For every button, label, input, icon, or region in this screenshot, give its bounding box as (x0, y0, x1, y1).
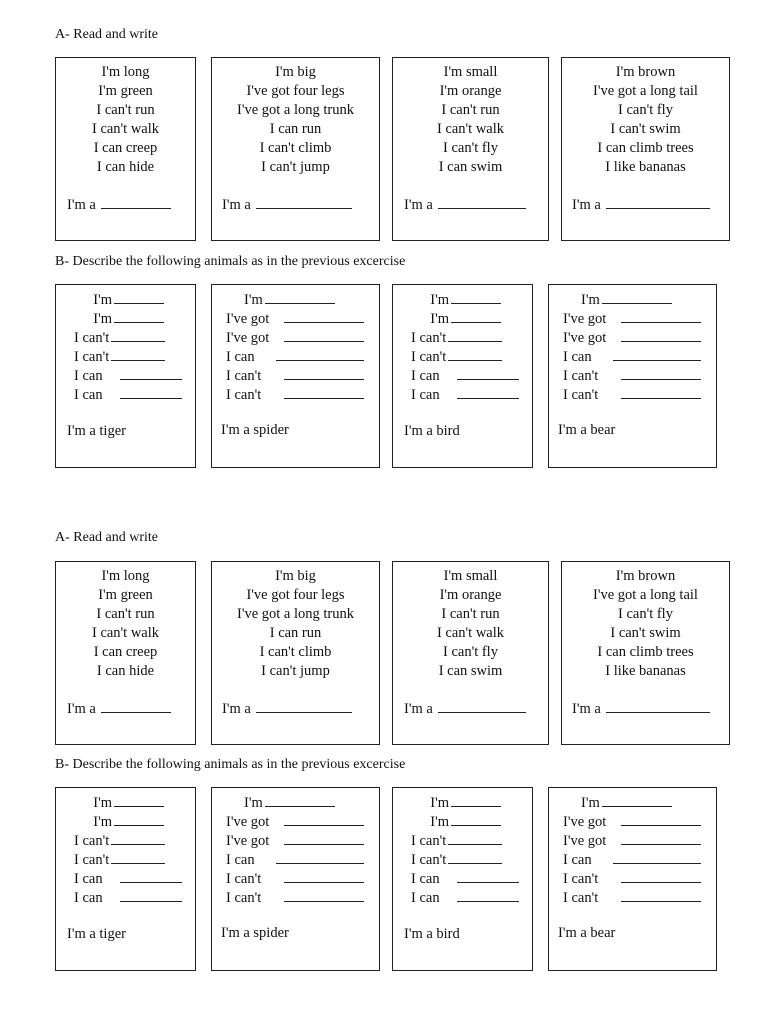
prompt-label: I can't (563, 871, 599, 887)
answer-blank[interactable] (120, 367, 182, 380)
answer-blank[interactable] (256, 700, 352, 713)
animal-name: I'm a tiger (67, 926, 126, 942)
card-line: I've got a long tail (593, 83, 698, 99)
prompt-label: I can't (411, 833, 447, 849)
prompt-label: I'm (93, 814, 112, 830)
answer-blank[interactable] (101, 700, 171, 713)
card-line: I can't walk (91, 625, 160, 641)
answer-blank[interactable] (451, 291, 501, 304)
prompt-label: I'm (430, 795, 449, 811)
card-line: I've got a long trunk (237, 102, 354, 118)
card-line: I can't fly (443, 644, 498, 660)
prompt-label: I can (74, 387, 103, 403)
answer-line[interactable] (404, 196, 526, 214)
card-line: I'm big (275, 64, 316, 80)
answer-line[interactable] (222, 196, 352, 214)
prompt-row[interactable] (74, 832, 165, 850)
card-line: I can creep (93, 140, 158, 156)
answer-blank[interactable] (284, 870, 364, 883)
prompt-label: I'm (430, 814, 449, 830)
card-line: I've got a long trunk (237, 606, 354, 622)
describe-card-tiger (55, 284, 196, 468)
prompt-label: I can (74, 368, 103, 384)
answer-line[interactable] (572, 196, 710, 214)
prompt-row[interactable] (226, 870, 364, 888)
card-line: I can't walk (436, 121, 505, 137)
prompt-label: I can (226, 349, 255, 365)
card-line: I can't climb (259, 140, 332, 156)
prompt-row[interactable] (563, 870, 701, 888)
prompt-label: I've got (226, 311, 270, 327)
answer-blank[interactable] (602, 291, 672, 304)
prompt-label: I can't (411, 349, 447, 365)
prompt-label: I've got (563, 833, 607, 849)
prompt-label: I can (563, 349, 592, 365)
answer-blank[interactable] (448, 832, 502, 845)
prompt-label: I can't (411, 330, 447, 346)
prompt-row[interactable] (563, 367, 701, 385)
card-line: I've got a long tail (593, 587, 698, 603)
prompt-label: I'm (93, 795, 112, 811)
prompt-label: I've got (563, 814, 607, 830)
prompt-row[interactable] (411, 832, 502, 850)
answer-blank[interactable] (265, 794, 335, 807)
prompt-row[interactable] (226, 832, 364, 850)
card-line: I can't fly (618, 102, 673, 118)
answer-prefix: I'm a (572, 197, 601, 213)
read-card-fish (392, 57, 549, 241)
answer-line[interactable] (222, 700, 352, 718)
prompt-row[interactable] (74, 386, 182, 404)
describe-card-bear (548, 284, 717, 468)
answer-blank[interactable] (284, 329, 364, 342)
answer-line[interactable] (67, 700, 171, 718)
prompt-label: I'm (581, 292, 600, 308)
card-line: I can climb trees (597, 644, 694, 660)
prompt-label: I can't (411, 852, 447, 868)
prompt-label: I'm (581, 795, 600, 811)
prompt-label: I can't (74, 852, 110, 868)
card-line: I can climb trees (597, 140, 694, 156)
answer-blank[interactable] (448, 329, 502, 342)
prompt-row[interactable] (563, 889, 701, 907)
prompt-row[interactable] (226, 889, 364, 907)
prompt-label: I'm (93, 292, 112, 308)
prompt-row[interactable] (413, 310, 501, 328)
card-line: I'm orange (439, 587, 502, 603)
answer-blank[interactable] (111, 832, 165, 845)
card-line: I can't run (441, 102, 500, 118)
answer-blank[interactable] (120, 889, 182, 902)
prompt-label: I'm (430, 292, 449, 308)
read-card-fish (392, 561, 549, 745)
animal-name: I'm a bear (558, 925, 616, 941)
prompt-row[interactable] (74, 870, 182, 888)
describe-card-spider (211, 787, 380, 971)
read-card-monkey (561, 57, 730, 241)
answer-line[interactable] (572, 700, 710, 718)
answer-blank[interactable] (265, 291, 335, 304)
prompt-label: I'm (244, 292, 263, 308)
answer-blank[interactable] (448, 348, 502, 361)
animal-name: I'm a tiger (67, 423, 126, 439)
part-b-heading: B- Describe the following animals as in the previous excercise (55, 254, 406, 269)
prompt-label: I've got (226, 814, 270, 830)
prompt-label: I can't (226, 368, 262, 384)
card-line: I'm brown (615, 568, 676, 584)
answer-blank[interactable] (284, 310, 364, 323)
card-line: I can't swim (610, 625, 681, 641)
answer-prefix: I'm a (222, 701, 251, 717)
prompt-row[interactable] (413, 813, 501, 831)
answer-blank[interactable] (457, 870, 519, 883)
answer-blank[interactable] (602, 794, 672, 807)
describe-card-bird (392, 284, 533, 468)
answer-blank[interactable] (451, 813, 501, 826)
answer-blank[interactable] (457, 367, 519, 380)
answer-blank[interactable] (606, 700, 710, 713)
answer-prefix: I'm a (404, 701, 433, 717)
answer-blank[interactable] (111, 329, 165, 342)
prompt-row[interactable] (226, 813, 364, 831)
prompt-row[interactable] (76, 813, 164, 831)
card-line: I'm long (101, 64, 150, 80)
card-line: I'm small (443, 568, 498, 584)
prompt-row[interactable] (74, 889, 182, 907)
answer-blank[interactable] (284, 832, 364, 845)
answer-blank[interactable] (621, 813, 701, 826)
prompt-row[interactable] (411, 329, 502, 347)
answer-blank[interactable] (457, 889, 519, 902)
describe-card-spider (211, 284, 380, 468)
card-line: I can't fly (618, 606, 673, 622)
prompt-row[interactable] (226, 329, 364, 347)
prompt-row[interactable] (413, 291, 501, 309)
answer-blank[interactable] (114, 813, 164, 826)
card-line: I can't climb (259, 644, 332, 660)
answer-blank[interactable] (606, 196, 710, 209)
card-line: I'm green (98, 83, 153, 99)
prompt-row[interactable] (76, 291, 164, 309)
part-b-heading: B- Describe the following animals as in the previous excercise (55, 757, 406, 772)
prompt-row[interactable] (563, 329, 701, 347)
card-line: I can't swim (610, 121, 681, 137)
read-card-snake (55, 57, 196, 241)
prompt-label: I've got (563, 311, 607, 327)
card-line: I'm small (443, 64, 498, 80)
card-line: I'm big (275, 568, 316, 584)
answer-blank[interactable] (621, 870, 701, 883)
card-line: I've got four legs (246, 587, 345, 603)
answer-blank[interactable] (120, 386, 182, 399)
prompt-label: I can (74, 871, 103, 887)
prompt-row[interactable] (244, 794, 335, 812)
answer-prefix: I'm a (67, 701, 96, 717)
answer-blank[interactable] (101, 196, 171, 209)
card-line: I can't fly (443, 140, 498, 156)
prompt-row[interactable] (74, 367, 182, 385)
prompt-label: I've got (226, 833, 270, 849)
prompt-row[interactable] (563, 386, 701, 404)
answer-blank[interactable] (111, 348, 165, 361)
answer-prefix: I'm a (404, 197, 433, 213)
prompt-label: I can't (563, 368, 599, 384)
prompt-row[interactable] (563, 348, 701, 366)
card-line: I can't walk (436, 625, 505, 641)
prompt-label: I can (411, 387, 440, 403)
card-line: I can hide (96, 663, 155, 679)
answer-blank[interactable] (114, 794, 164, 807)
prompt-row[interactable] (581, 291, 672, 309)
prompt-label: I can (563, 852, 592, 868)
card-line: I'm green (98, 587, 153, 603)
prompt-row[interactable] (563, 851, 701, 869)
part-a-heading: A- Read and write (55, 27, 159, 42)
card-line: I can swim (438, 663, 503, 679)
card-line: I like bananas (605, 663, 686, 679)
answer-blank[interactable] (111, 851, 165, 864)
answer-blank[interactable] (621, 367, 701, 380)
card-line: I can run (269, 121, 322, 137)
answer-blank[interactable] (284, 386, 364, 399)
prompt-label: I'm (244, 795, 263, 811)
read-card-elephant (211, 561, 380, 745)
answer-blank[interactable] (284, 889, 364, 902)
card-line: I'm long (101, 568, 150, 584)
answer-blank[interactable] (613, 851, 701, 864)
read-card-snake (55, 561, 196, 745)
prompt-label: I've got (563, 330, 607, 346)
answer-blank[interactable] (451, 794, 501, 807)
prompt-row[interactable] (563, 832, 701, 850)
answer-blank[interactable] (438, 196, 526, 209)
prompt-row[interactable] (76, 310, 164, 328)
animal-name: I'm a spider (221, 925, 289, 941)
card-line: I can't run (96, 606, 155, 622)
card-line: I can run (269, 625, 322, 641)
answer-prefix: I'm a (67, 197, 96, 213)
part-a-heading: A- Read and write (55, 530, 159, 545)
prompt-row[interactable] (411, 367, 519, 385)
card-line: I'm brown (615, 64, 676, 80)
card-line: I can creep (93, 644, 158, 660)
prompt-row[interactable] (411, 386, 519, 404)
answer-blank[interactable] (621, 329, 701, 342)
prompt-label: I've got (226, 330, 270, 346)
describe-card-bird (392, 787, 533, 971)
prompt-row[interactable] (411, 870, 519, 888)
animal-name: I'm a bird (404, 423, 460, 439)
prompt-label: I can't (226, 387, 262, 403)
prompt-row[interactable] (226, 310, 364, 328)
card-line: I've got four legs (246, 83, 345, 99)
answer-blank[interactable] (276, 348, 364, 361)
prompt-label: I can (74, 890, 103, 906)
answer-blank[interactable] (120, 870, 182, 883)
prompt-row[interactable] (226, 348, 364, 366)
prompt-label: I can't (74, 349, 110, 365)
prompt-row[interactable] (76, 794, 164, 812)
prompt-row[interactable] (226, 367, 364, 385)
answer-blank[interactable] (621, 889, 701, 902)
card-line: I can swim (438, 159, 503, 175)
answer-blank[interactable] (284, 813, 364, 826)
answer-blank[interactable] (451, 310, 501, 323)
answer-prefix: I'm a (572, 701, 601, 717)
answer-line[interactable] (404, 700, 526, 718)
prompt-row[interactable] (244, 291, 335, 309)
card-line: I can't jump (261, 159, 330, 175)
prompt-row[interactable] (411, 889, 519, 907)
answer-line[interactable] (67, 196, 171, 214)
prompt-label: I can (226, 852, 255, 868)
describe-card-bear (548, 787, 717, 971)
prompt-row[interactable] (581, 794, 672, 812)
read-card-monkey (561, 561, 730, 745)
answer-blank[interactable] (114, 291, 164, 304)
card-line: I'm orange (439, 83, 502, 99)
read-card-elephant (211, 57, 380, 241)
answer-blank[interactable] (621, 832, 701, 845)
prompt-label: I can't (74, 833, 110, 849)
answer-blank[interactable] (621, 310, 701, 323)
card-line: I can't walk (91, 121, 160, 137)
prompt-label: I'm (93, 311, 112, 327)
prompt-label: I can (411, 871, 440, 887)
answer-blank[interactable] (114, 310, 164, 323)
prompt-label: I'm (430, 311, 449, 327)
animal-name: I'm a bear (558, 422, 616, 438)
prompt-label: I can (411, 368, 440, 384)
answer-blank[interactable] (621, 386, 701, 399)
prompt-row[interactable] (74, 851, 165, 869)
answer-prefix: I'm a (222, 197, 251, 213)
prompt-label: I can't (74, 330, 110, 346)
answer-blank[interactable] (438, 700, 526, 713)
prompt-row[interactable] (411, 851, 502, 869)
prompt-label: I can't (563, 387, 599, 403)
prompt-row[interactable] (226, 851, 364, 869)
card-line: I can hide (96, 159, 155, 175)
describe-card-tiger (55, 787, 196, 971)
prompt-row[interactable] (74, 329, 165, 347)
animal-name: I'm a bird (404, 926, 460, 942)
prompt-label: I can't (226, 890, 262, 906)
answer-blank[interactable] (284, 367, 364, 380)
prompt-row[interactable] (413, 794, 501, 812)
animal-name: I'm a spider (221, 422, 289, 438)
prompt-row[interactable] (74, 348, 165, 366)
answer-blank[interactable] (256, 196, 352, 209)
answer-blank[interactable] (457, 386, 519, 399)
prompt-row[interactable] (563, 813, 701, 831)
prompt-row[interactable] (226, 386, 364, 404)
card-line: I can't run (441, 606, 500, 622)
answer-blank[interactable] (613, 348, 701, 361)
prompt-label: I can't (226, 871, 262, 887)
card-line: I can't run (96, 102, 155, 118)
card-line: I can't jump (261, 663, 330, 679)
prompt-row[interactable] (563, 310, 701, 328)
prompt-label: I can't (563, 890, 599, 906)
answer-blank[interactable] (448, 851, 502, 864)
prompt-label: I can (411, 890, 440, 906)
answer-blank[interactable] (276, 851, 364, 864)
card-line: I like bananas (605, 159, 686, 175)
prompt-row[interactable] (411, 348, 502, 366)
